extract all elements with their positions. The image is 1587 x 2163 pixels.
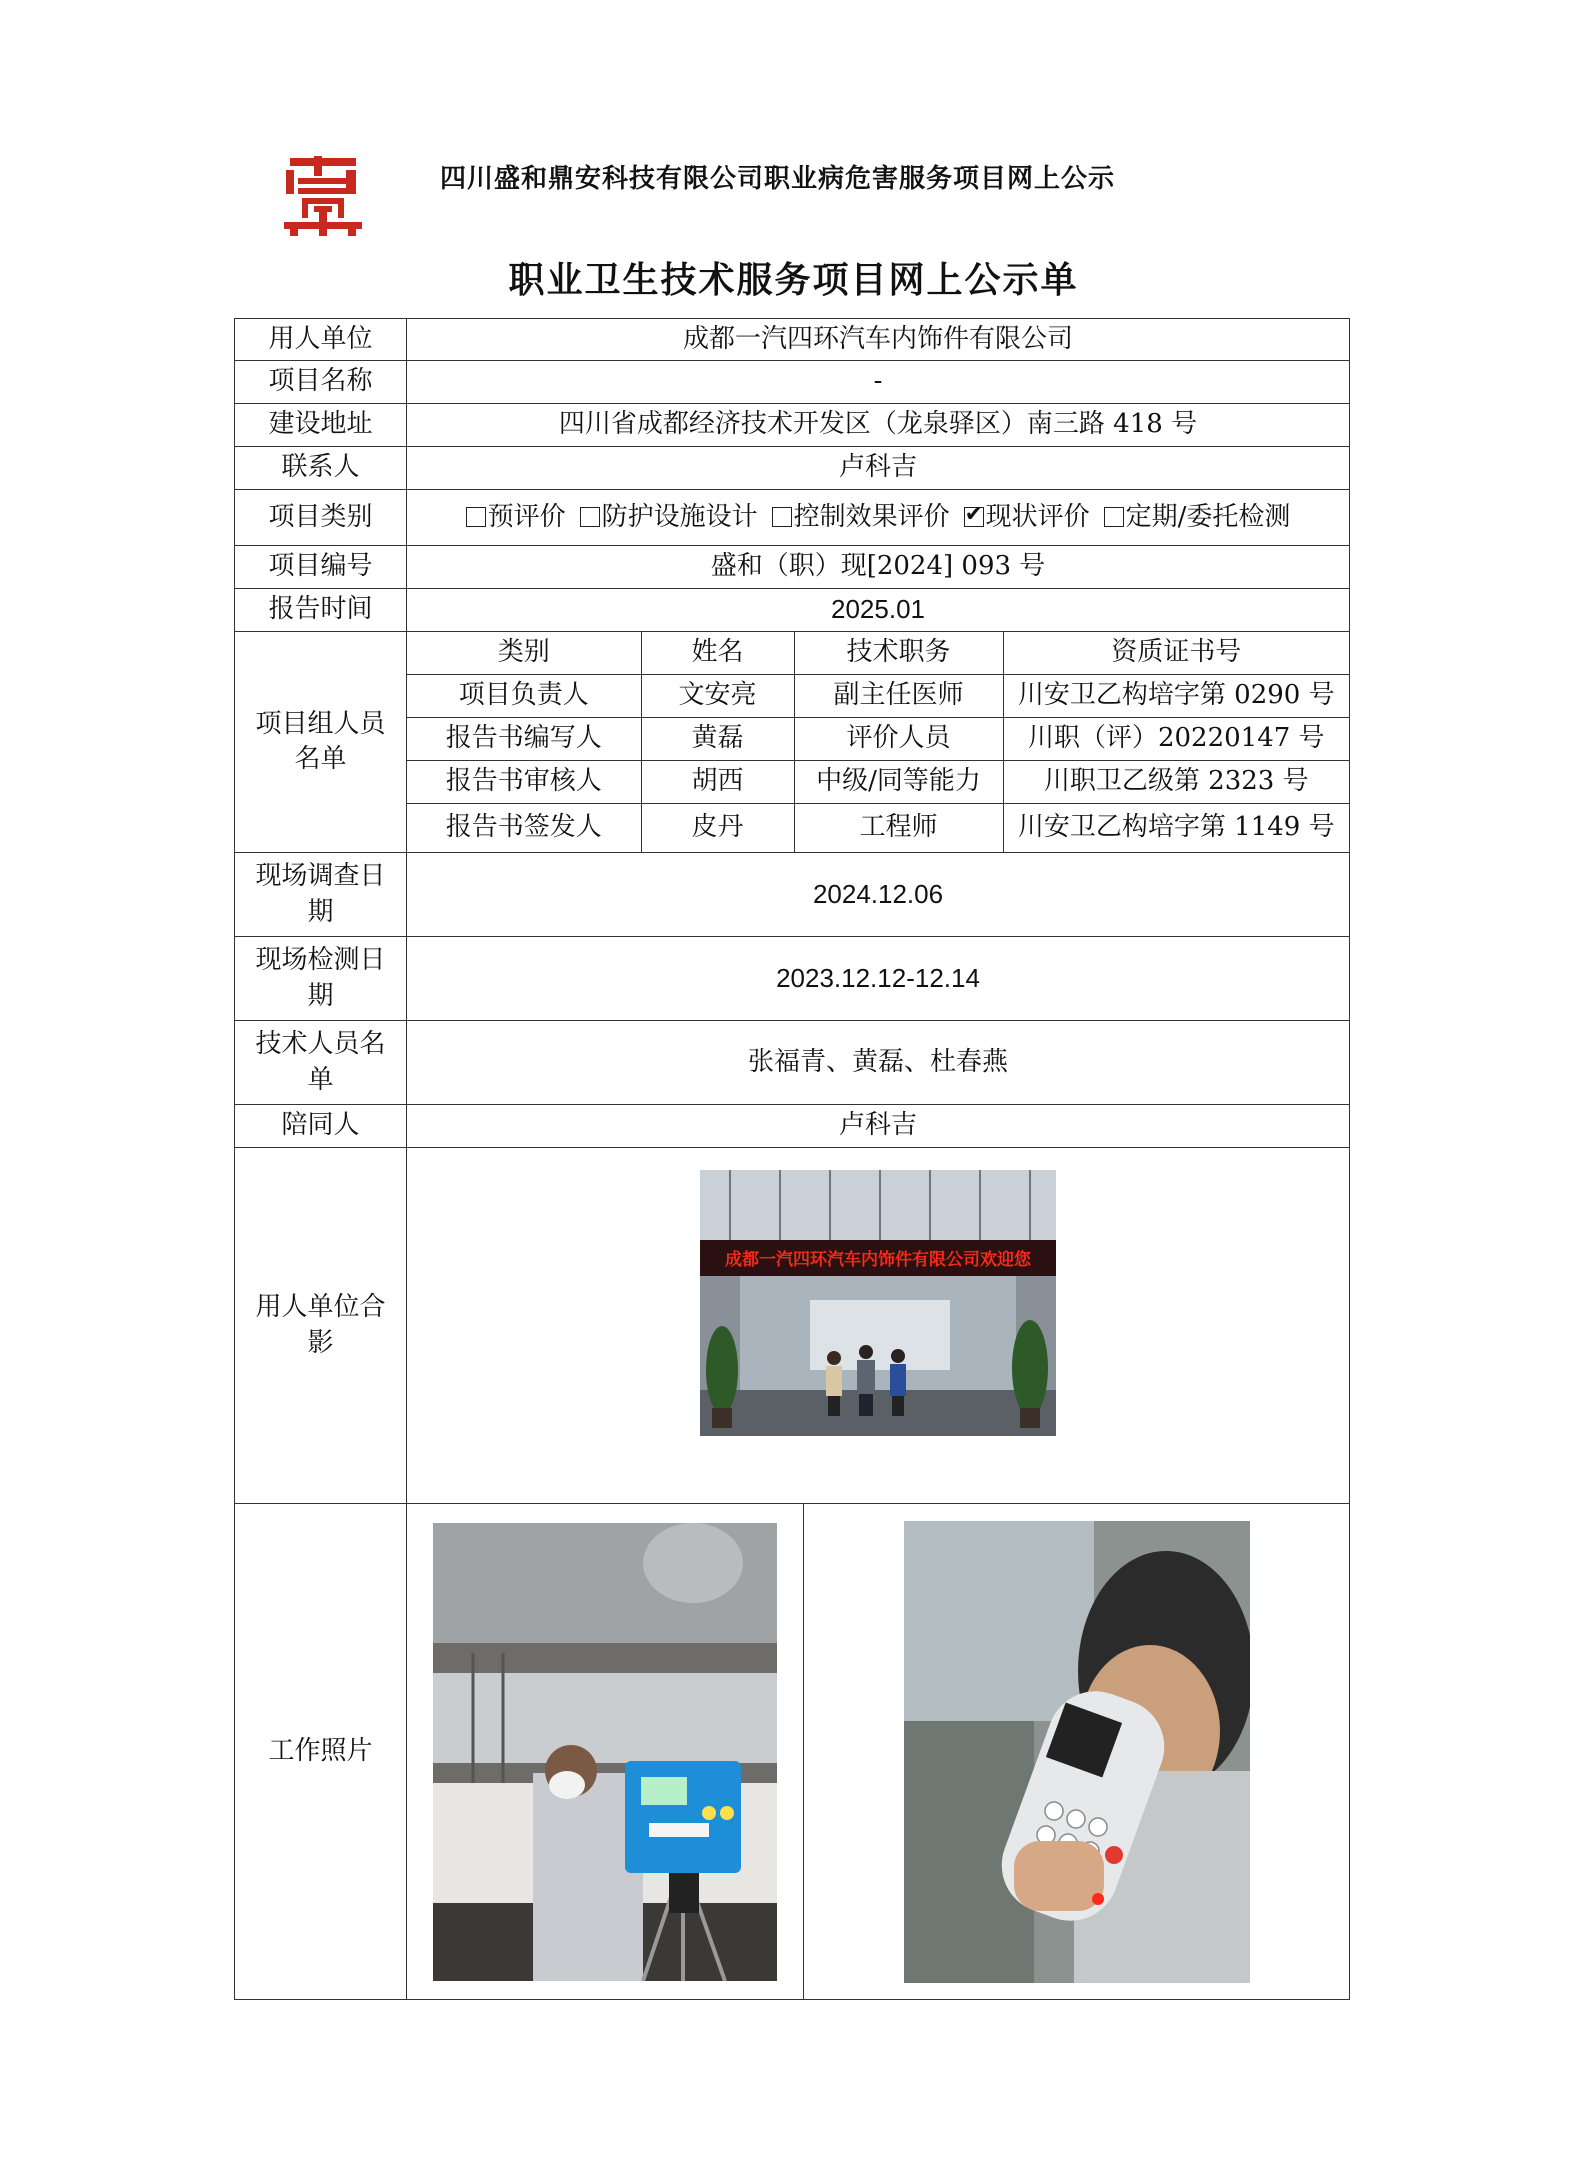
work-photo-noise-meter xyxy=(904,1521,1250,1983)
option-protection-design: 防护设施设计 xyxy=(580,502,758,532)
value-employer: 成都一汽四环汽车内饰件有限公司 xyxy=(407,319,1350,361)
label-address: 建设地址 xyxy=(235,404,407,447)
team-name: 黄磊 xyxy=(641,718,794,761)
value-escort: 卢科吉 xyxy=(407,1105,1350,1148)
label-team: 项目组人员名单 xyxy=(235,632,407,853)
label-test-date: 现场检测日期 xyxy=(235,937,407,1021)
team-role: 报告书编写人 xyxy=(407,718,641,761)
team-header: 类别 xyxy=(407,632,641,675)
team-row xyxy=(407,675,1349,718)
value-test-date: 2023.12.12-12.14 xyxy=(407,937,1350,1021)
group-photo-cell xyxy=(407,1148,1350,1504)
team-title: 评价人员 xyxy=(794,718,1003,761)
team-title: 中级/同等能力 xyxy=(794,761,1003,804)
work-photo-sampling xyxy=(433,1523,777,1981)
checkbox-pre-evaluation xyxy=(466,507,486,527)
checkbox-control-effect xyxy=(772,507,792,527)
work-photo-cell-1 xyxy=(407,1504,804,2000)
label-contact: 联系人 xyxy=(235,447,407,490)
label-employer: 用人单位 xyxy=(235,319,407,361)
value-report-time: 2025.01 xyxy=(407,589,1350,632)
value-survey-date: 2024.12.06 xyxy=(407,853,1350,937)
team-row xyxy=(407,718,1349,761)
label-tech-staff: 技术人员名单 xyxy=(235,1021,407,1105)
label-survey-date: 现场调查日期 xyxy=(235,853,407,937)
team-title: 副主任医师 xyxy=(794,675,1003,718)
team-cell xyxy=(407,632,1350,853)
team-role: 报告书签发人 xyxy=(407,804,641,853)
label-project-name: 项目名称 xyxy=(235,361,407,404)
group-photo xyxy=(700,1170,1056,1436)
team-certificate: 川职卫乙级第 2323 号 xyxy=(1003,761,1349,804)
label-escort: 陪同人 xyxy=(235,1105,407,1148)
option-pre-evaluation: 预评价 xyxy=(466,502,566,532)
option-control-effect: 控制效果评价 xyxy=(772,502,950,532)
label-category: 项目类别 xyxy=(235,490,407,546)
value-contact: 卢科吉 xyxy=(407,447,1350,490)
option-status-evaluation: ✔ 现状评价 xyxy=(964,502,1090,532)
label-project-no: 项目编号 xyxy=(235,546,407,589)
team-name: 胡西 xyxy=(641,761,794,804)
value-address: 四川省成都经济技术开发区（龙泉驿区）南三路 418 号 xyxy=(407,404,1350,447)
organization-title: 四川盛和鼎安科技有限公司职业病危害服务项目网上公示 xyxy=(440,164,1116,194)
label-work-photos: 工作照片 xyxy=(235,1504,407,2000)
value-project-name: - xyxy=(407,361,1350,404)
team-name: 皮丹 xyxy=(641,804,794,853)
team-row xyxy=(407,804,1349,853)
team-certificate: 川安卫乙构培字第 0290 号 xyxy=(1003,675,1349,718)
category-options xyxy=(407,490,1350,546)
checkbox-status-evaluation-checked xyxy=(964,507,984,527)
team-role: 项目负责人 xyxy=(407,675,641,718)
label-group-photo: 用人单位合影 xyxy=(235,1148,407,1504)
team-header-row xyxy=(407,632,1349,675)
work-photo-cell-2 xyxy=(804,1504,1350,2000)
value-tech-staff: 张福青、黄磊、杜春燕 xyxy=(407,1021,1350,1105)
team-header: 姓名 xyxy=(641,632,794,675)
team-certificate: 川安卫乙构培字第 1149 号 xyxy=(1017,812,1335,843)
team-row xyxy=(407,761,1349,804)
team-header: 资质证书号 xyxy=(1003,632,1349,675)
checkbox-periodic-testing xyxy=(1104,507,1124,527)
welcome-banner: 成都一汽四环汽车内饰件有限公司欢迎您 xyxy=(725,1250,1031,1270)
team-role: 报告书审核人 xyxy=(407,761,641,804)
team-title: 工程师 xyxy=(794,804,1003,853)
value-project-no: 盛和（职）现[2024] 093 号 xyxy=(407,546,1350,589)
form-title: 职业卫生技术服务项目网上公示单 xyxy=(508,259,1079,301)
people xyxy=(826,1345,906,1416)
label-report-time: 报告时间 xyxy=(235,589,407,632)
team-header: 技术职务 xyxy=(794,632,1003,675)
checkbox-protection-design xyxy=(580,507,600,527)
team-table xyxy=(407,632,1349,852)
option-periodic-testing: 定期/委托检测 xyxy=(1104,502,1291,532)
disclosure-table xyxy=(234,318,1350,2000)
team-certificate: 川职（评）20220147 号 xyxy=(1003,718,1349,761)
company-logo xyxy=(284,156,362,236)
team-name: 文安亮 xyxy=(641,675,794,718)
